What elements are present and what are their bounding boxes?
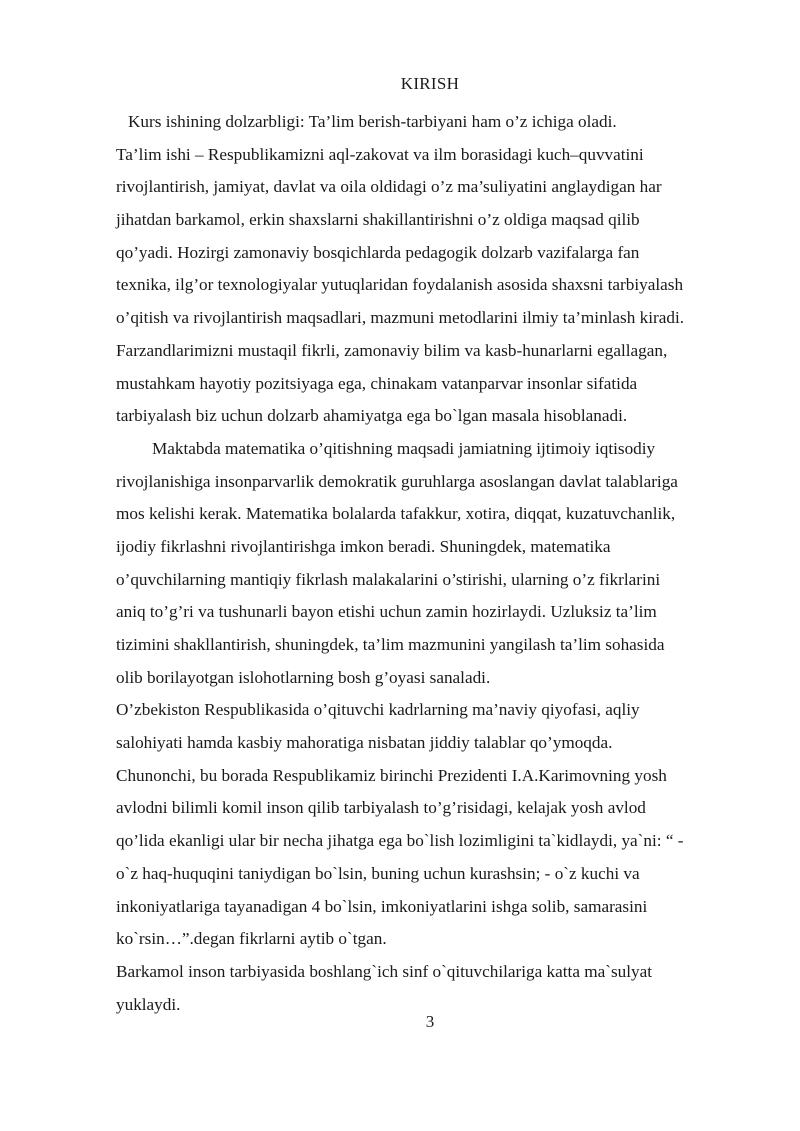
text-line: Ta’lim ishi – Respublikamizni aql-zakovat va ilm borasidagi kuch–quvvatini [116, 144, 644, 164]
body-text [116, 106, 746, 1021]
text-line: qo’lida ekanligi ular bir necha jihatga ega bo`lish lozimligini ta`kidlaydi, ya`ni: “ - [116, 831, 684, 851]
text-line: rivojlantirish, jamiyat, davlat va oila oldidagi o’z ma’suliyatini anglaydigan har [116, 177, 662, 197]
text-line: O’zbekiston Respublikasida o’qituvchi kadrlarning ma’naviy qiyofasi, aqliy [116, 700, 640, 720]
text-line: qo’yadi. Hozirgi zamonaviy bosqichlarda pedagogik dolzarb vazifalarga fan [116, 242, 640, 262]
text-line: o’quvchilarning mantiqiy fikrlash malakalarini o’stirishi, ularning o’z fikrlarini [116, 569, 661, 589]
text-line: rivojlanishiga insonparvarlik demokratik guruhlarga asoslangan davlat talablariga [116, 471, 678, 491]
text-line: inkoniyatlariga tayanadigan 4 bo`lsin, imkoniyatlarini ishga solib, samarasini [116, 896, 648, 916]
text-line: Maktabda matematika o’qitishning maqsadi jamiatning ijtimoiy iqtisodiy [152, 438, 656, 458]
text-line: Kurs ishining dolzarbligi: Ta’lim berish-tarbiyani ham o’z ichiga oladi. [128, 112, 617, 131]
text-line: tizimini shakllantirish, shuningdek, ta’lim mazmunini yangilash ta’lim sohasida [116, 635, 665, 654]
text-line: o’qitish va rivojlantirish maqsadlari, mazmuni metodlarini ilmiy ta’minlash kiradi. [116, 308, 685, 328]
text-line: avlodni bilimli komil inson qilib tarbiyalash to’g’risidagi, kelajak yosh avlod [116, 798, 646, 818]
text-line: Barkamol inson tarbiyasida boshlang`ich sinf o`qituvchilariga katta ma`sulyat [116, 961, 653, 981]
text-line: olib borilayotgan islohotlarning bosh g’oyasi sanaladi. [116, 667, 491, 687]
text-line: tarbiyalash biz uchun dolzarb ahamiyatga ega bo`lgan masala hisoblanadi. [116, 406, 628, 426]
page-number: 3 [425, 1012, 435, 1031]
text-line: jihatdan barkamol, erkin shaxslarni shakillantirishni o’z oldiga maqsad qilib [116, 210, 640, 230]
text-line: aniq to’g’ri va tushunarli bayon etishi uchun zamin hozirlaydi. Uzluksiz ta’lim [116, 602, 657, 622]
text-line: mos kelishi kerak. Matematika bolalarda tafakkur, xotira, diqqat, kuzatuvchanlik, [116, 504, 676, 524]
text-line: ko`rsin…”.degan fikrlarni aytib o`tgan. [116, 929, 387, 949]
text-line: mustahkam hayotiy pozitsiyaga ega, chinakam vatanparvar insonlar sifatida [116, 373, 638, 393]
text-line: ijodiy fikrlashni rivojlantirishga imkon beradi. Shuningdek, matematika [116, 536, 611, 556]
text-line: Farzandlarimizni mustaqil fikrli, zamonaviy bilim va kasb-hunarlarni egallagan, [116, 340, 668, 360]
section-title: KIRISH [400, 74, 460, 93]
text-line: texnika, ilg’or texnologiyalar yutuqlaridan foydalanish asosida shaxsni tarbiyalash [116, 275, 684, 295]
text-line: yuklaydi. [116, 994, 181, 1014]
text-line: o`z haq-huquqini taniydigan bo`lsin, buning uchun kurashsin; - o`z kuchi va [116, 863, 640, 883]
text-line: Chunonchi, bu borada Respublikamiz birinchi Prezidenti I.A.Karimovning yosh [116, 765, 667, 785]
text-line: salohiyati hamda kasbiy mahoratiga nisbatan jiddiy talablar qo’ymoqda. [116, 733, 613, 753]
